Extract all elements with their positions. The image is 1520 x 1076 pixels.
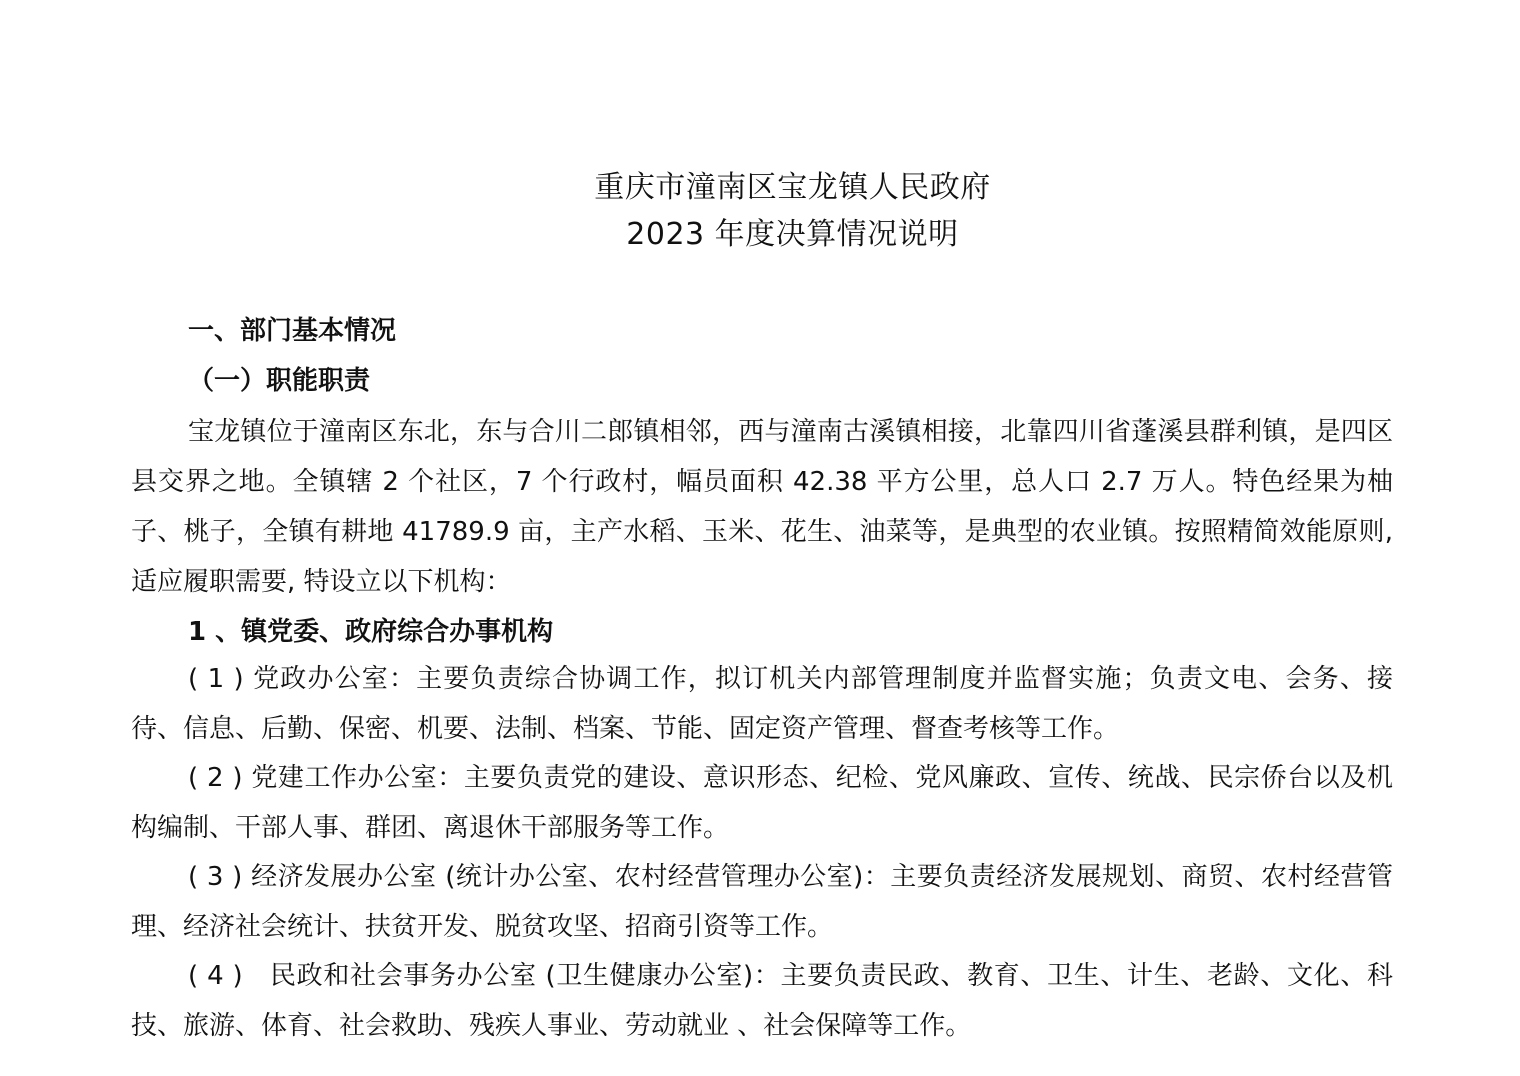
subsection-heading-duties: （一）职能职责	[188, 366, 371, 396]
intro-paragraph: 宝龙镇位于潼南区东北，东与合川二郎镇相邻，西与潼南古溪镇相接，北靠四川省蓬溪县群利镇，是四区县交界之地。全镇辖 2 个社区，7 个行政村，幅员面积 42.38 平方公里，总人口 2.7 万人。特色经果为柚子、桃子，全镇有耕地 41789.9 亩，主产水稻、玉米、花生、油菜等，是典型的农业镇。按照精简效能原则,适应履职需要, 特设立以下机构：	[131, 417, 1393, 597]
office-item-party-building: ( 2 ) 党建工作办公室：主要负责党的建设、意识形态、纪检、党风廉政、宣传、统战、民宗侨台以及机构编制、干部人事、群团、离退休干部服务等工作。	[131, 763, 1393, 843]
office-item-civil-affairs: ( 4 ) 民政和社会事务办公室 (卫生健康办公室)：主要负责民政、教育、卫生、计生、老龄、文化、科技、旅游、体育、社会救助、残疾人事业、劳动就业 、社会保障等工作。	[131, 961, 1393, 1041]
section-heading-basic-info: 一、部门基本情况	[188, 316, 397, 346]
item-heading-offices: 1 、镇党委、政府综合办事机构	[188, 617, 554, 647]
office-item-party-government: ( 1 ) 党政办公室：主要负责综合协调工作，拟订机关内部管理制度并监督实施；负责文电、会务、接待、信息、后勤、保密、机要、法制、档案、节能、固定资产管理、督查考核等工作。	[131, 664, 1393, 744]
office-item-economic-development: ( 3 ) 经济发展办公室 (统计办公室、农村经营管理办公室)：主要负责经济发展规划、商贸、农村经营管理、经济社会统计、扶贫开发、脱贫攻坚、招商引资等工作。	[131, 862, 1393, 942]
document-title: 重庆市潼南区宝龙镇人民政府	[594, 170, 991, 205]
document-subtitle: 2023 年度决算情况说明	[626, 217, 959, 252]
